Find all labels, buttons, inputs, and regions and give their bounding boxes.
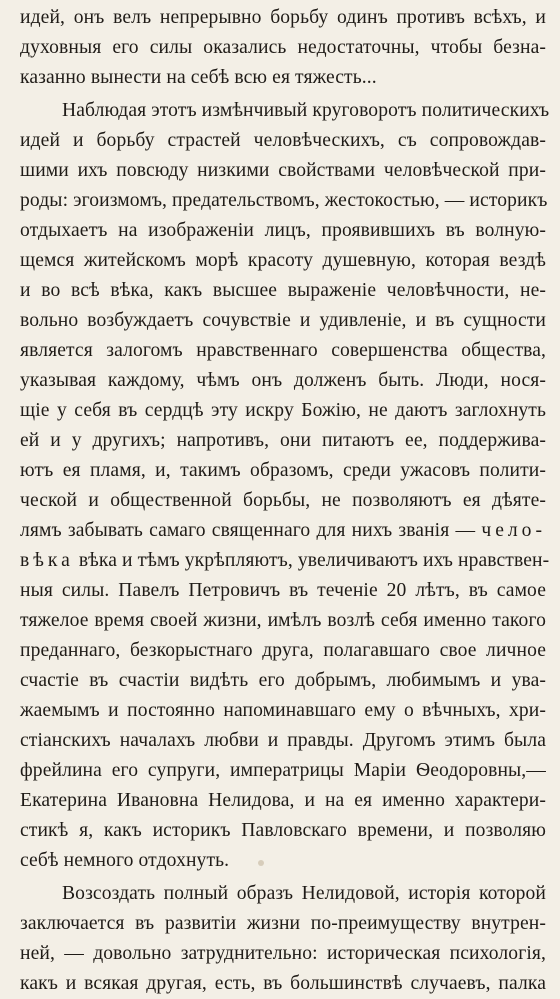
text-segment: вѣка и тѣмъ укрѣпляютъ, увеличиваютъ ихъ нравствен-: [78, 550, 550, 571]
text-line: отдыхаетъ на изображенiи лицъ, проявившихъ въ волную-: [20, 220, 546, 241]
text-line: какъ и всякая другая, есть, въ большинствѣ случаевъ, палка: [20, 973, 546, 994]
text-line: указывая каждому, чѣмъ онъ долженъ быть. Люди, нося-: [20, 370, 546, 391]
text-segment: лямъ забывать самаго священнаго для нихъ званiя —: [20, 520, 482, 541]
text-line: казанно вынести на себѣ всю ея тяжесть...: [20, 67, 377, 88]
emphasized-word: чело-: [481, 520, 546, 541]
text-line: заключается въ развитiи жизни по-преимуществу внутрен-: [20, 913, 546, 934]
text-line: [20, 516, 546, 546]
paper-speck: [258, 860, 264, 866]
text-line: является залогомъ нравственнаго совершенства общества,: [20, 340, 546, 361]
text-line: ней, — довольно затруднительно: историческая психологiя,: [20, 943, 546, 964]
emphasized-word: вѣка: [20, 550, 74, 571]
text-line: тяжелое время своей жизни, имѣлъ возлѣ себя именно такого: [20, 610, 546, 631]
text-line: счастiе въ счастiи видѣть его добрымъ, любимымъ и ува-: [20, 670, 546, 691]
text-line: Возсоздать полный образъ Нелидовой, исторiя которой: [62, 883, 546, 904]
text-line: ческой и общественной борьбы, не позволяютъ ея дѣяте-: [20, 490, 546, 511]
text-line: роды: эгоизмомъ, предательствомъ, жестокостью, — историкъ: [20, 190, 548, 211]
text-line: себѣ немного отдохнуть.: [20, 850, 230, 871]
text-line: идей, онъ велъ непрерывно борьбу одинъ противъ всѣхъ, и: [20, 7, 546, 28]
text-line: духовныя его силы оказались недостаточны, чтобы безна-: [20, 37, 546, 58]
text-line: и во всѣ вѣка, какъ высшее выраженiе человѣчности, не-: [20, 280, 546, 301]
text-line: стiанскихъ началахъ любви и правды. Другомъ этимъ была: [20, 730, 546, 751]
text-line: Екатерина Ивановна Нелидова, и на ея именно характери-: [20, 790, 546, 811]
text-line: идей и борьбу страстей человѣческихъ, съ сопровождав-: [20, 130, 546, 151]
text-line: Наблюдая этотъ измѣнчивый круговоротъ политическихъ: [62, 100, 550, 121]
text-line: щемся житейскомъ морѣ красоту душевную, которая вездѣ: [20, 250, 546, 271]
text-line: вольно возбуждаетъ сочувствiе и удивленiе, и въ сущности: [20, 310, 546, 331]
text-line: ютъ ея пламя, и, такимъ образомъ, среди ужасовъ полити-: [20, 460, 546, 481]
text-line: жаемымъ и постоянно напоминавшаго ему о вѣчныхъ, хри-: [20, 700, 546, 721]
text-line: шими ихъ повсюду низкими свойствами человѣческой при-: [20, 160, 546, 181]
text-line: ныя силы. Павелъ Петровичъ въ теченiе 20 лѣтъ, въ самое: [20, 580, 546, 601]
text-line: щiе у себя въ сердцѣ эту искру Божiю, не даютъ заглохнуть: [20, 400, 546, 421]
text-line: фрейлина его супруги, императрицы Марiи Ѳеодоровны,—: [20, 760, 546, 781]
text-line: преданнаго, безкорыстнаго друга, полагавшаго свое личное: [20, 640, 546, 661]
text-line: ей и у другихъ; напротивъ, они питаютъ ее, поддержива-: [20, 430, 546, 451]
text-line: стикѣ я, какъ историкъ Павловскаго времени, и позволяю: [20, 820, 546, 841]
text-line: [20, 546, 550, 576]
